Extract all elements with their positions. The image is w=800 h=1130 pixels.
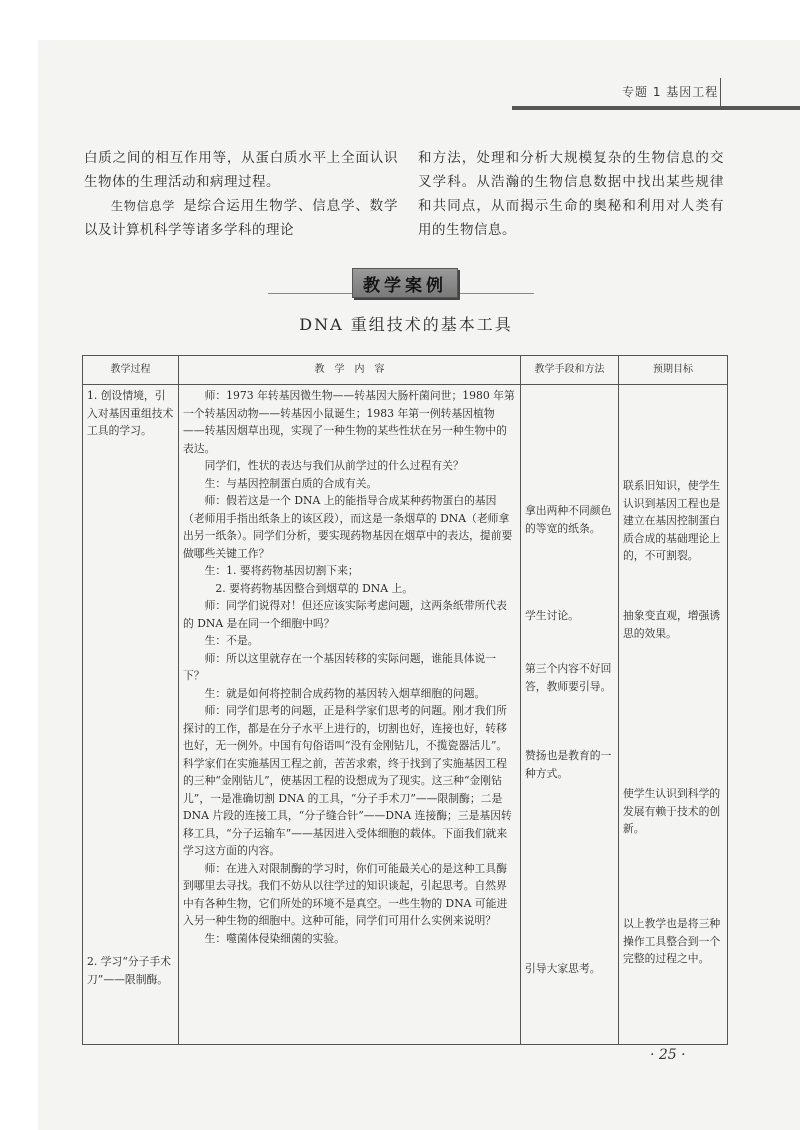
intro-paragraph: 和方法，处理和分析大规模复杂的生物信息的交叉学科。从浩瀚的生物信息数据中找出某些规律和共同点，从而揭示生命的奥秘和利用对人类有用的生物信息。 (418, 150, 724, 238)
header-rule (512, 106, 800, 110)
intro-left-column (84, 146, 398, 242)
goal-cell (619, 385, 728, 1045)
dialogue-line: 师：同学们说得对！但还应该实际考虑问题，这两条纸带所代表的 DNA 是在同一个细胞中吗？ (183, 599, 507, 630)
process-step: 2. 学习“分子手术刀”——限制酶。 (87, 955, 172, 986)
intro-right-column (418, 146, 724, 242)
goal-note: 抽象变直观，增强诱思的效果。 (623, 609, 721, 640)
running-header: 专题 1 基因工程 (622, 85, 719, 99)
dialogue-line: 2. 要将药物基因整合到烟草的 DNA 上。 (215, 581, 414, 595)
method-note: 拿出两种不同颜色的等宽的纸条。 (525, 504, 612, 535)
dialogue-line: 生：不是。 (204, 634, 259, 647)
method-note: 第三个内容不好回答，教师要引导。 (525, 662, 612, 693)
method-note: 学生讨论。 (525, 609, 579, 622)
method-cell (521, 385, 619, 1045)
header-divider (720, 78, 721, 108)
method-note: 赞扬也是教育的一种方式。 (525, 749, 612, 780)
goal-note: 以上教学也是将三种操作工具整合到一个完整的过程之中。 (623, 917, 721, 965)
dialogue-line: 师：在进入对限制酶的学习时，你们可能最关心的是这种工具酶到哪里去寻找。我们不妨从以往学过的知识谈起，引起思考。自然界中有各种生物，它们所处的环境不是真空。一些生物的 DNA 可能进入另一种生物的细胞中。这种可能，同学们可用什么实例来说明？ (183, 861, 508, 927)
lesson-table (82, 355, 728, 1045)
goal-note: 联系旧知识，使学生认识到基因工程也是建立在基因控制蛋白质合成的基础理论上的，不可割裂。 (623, 479, 721, 562)
column-header: 教学过程 (83, 356, 179, 385)
intro-paragraph: 白质之间的相互作用等，从蛋白质水平上全面认识生物体的生理活动和病理过程。 (84, 150, 398, 190)
banner-rule-right (458, 293, 534, 294)
process-step: 1. 创设情境，引入对基因重组技术工具的学习。 (87, 389, 174, 437)
dialogue-line: 生：就是如何将控制合成药物的基因转入烟草细胞的问题。 (204, 686, 486, 700)
table-row (83, 385, 728, 1045)
column-header: 预期目标 (619, 356, 728, 385)
section-banner: 教学案例 (352, 268, 458, 298)
content-cell (179, 385, 521, 1045)
column-header: 教 学 内 容 (179, 356, 521, 385)
case-title: DNA 重组技术的基本工具 (299, 315, 513, 334)
page-number: · 25 · (650, 1047, 686, 1063)
method-note: 引导大家思考。 (525, 962, 601, 975)
intro-paragraph (84, 194, 398, 242)
dialogue-line: 师：1973 年转基因微生物——转基因大肠杆菌问世；1980 年第一个转基因动物——转基因小鼠诞生；1983 年第一例转基因植物——转基因烟草出现，实现了一种生物的某些性状在另一种生物中的表达。 (183, 389, 515, 455)
dialogue-line: 同学们，性状的表达与我们从前学过的什么过程有关？ (204, 459, 464, 472)
dialogue-line: 生：噬菌体侵染细菌的实验。 (204, 931, 345, 945)
process-cell (83, 385, 179, 1045)
banner-rule-left (268, 293, 352, 294)
dialogue-line: 师：所以这里就存在一个基因转移的实际问题，谁能具体说一下？ (183, 651, 497, 682)
term-label: 生物信息学 (111, 199, 176, 213)
dialogue-line: 师：假若这是一个 DNA 上的能指导合成某种药物蛋白的基因（老师用手指出纸条上的该区段），而这是一条烟草的 DNA（老师拿出另一纸条）。同学们分析，要实现药物基因在烟草中的表达，提前要做哪些关键工作？ (183, 494, 513, 560)
dialogue-line: 生：1. 要将药物基因切割下来； (204, 564, 359, 577)
dialogue-line: 师：同学们思考的问题，正是科学家们思考的问题。刚才我们所探讨的工作，都是在分子水平上进行的，切割也好，连接也好，转移也好，无一例外。中国有句俗语叫“没有金刚钻儿，不揽瓷器活儿”。科学家们在实施基因工程之前，苦苦求索，终于找到了实施基因工程的三种“金刚钻儿”，使基因工程的设想成为了现实。这三种“金刚钻儿”，一是准确切割 DNA 的工具，“分子手术刀”——限制酶；二是 DNA 片段的连接工具，“分子缝合针”——DNA 连接酶；三是基因转移工具，“分子运输车”——基因进入受体细胞的载体。下面我们就来学习这方面的内容。 (183, 704, 512, 857)
column-header: 教学手段和方法 (521, 356, 619, 385)
dialogue-line: 生：与基因控制蛋白质的合成有关。 (204, 476, 378, 490)
goal-note: 使学生认识到科学的发展有赖于技术的创新。 (623, 787, 721, 835)
intro-paragraph-text: 是综合运用生物学、信息学、数学以及计算机科学等诸多学科的理论 (84, 198, 398, 238)
